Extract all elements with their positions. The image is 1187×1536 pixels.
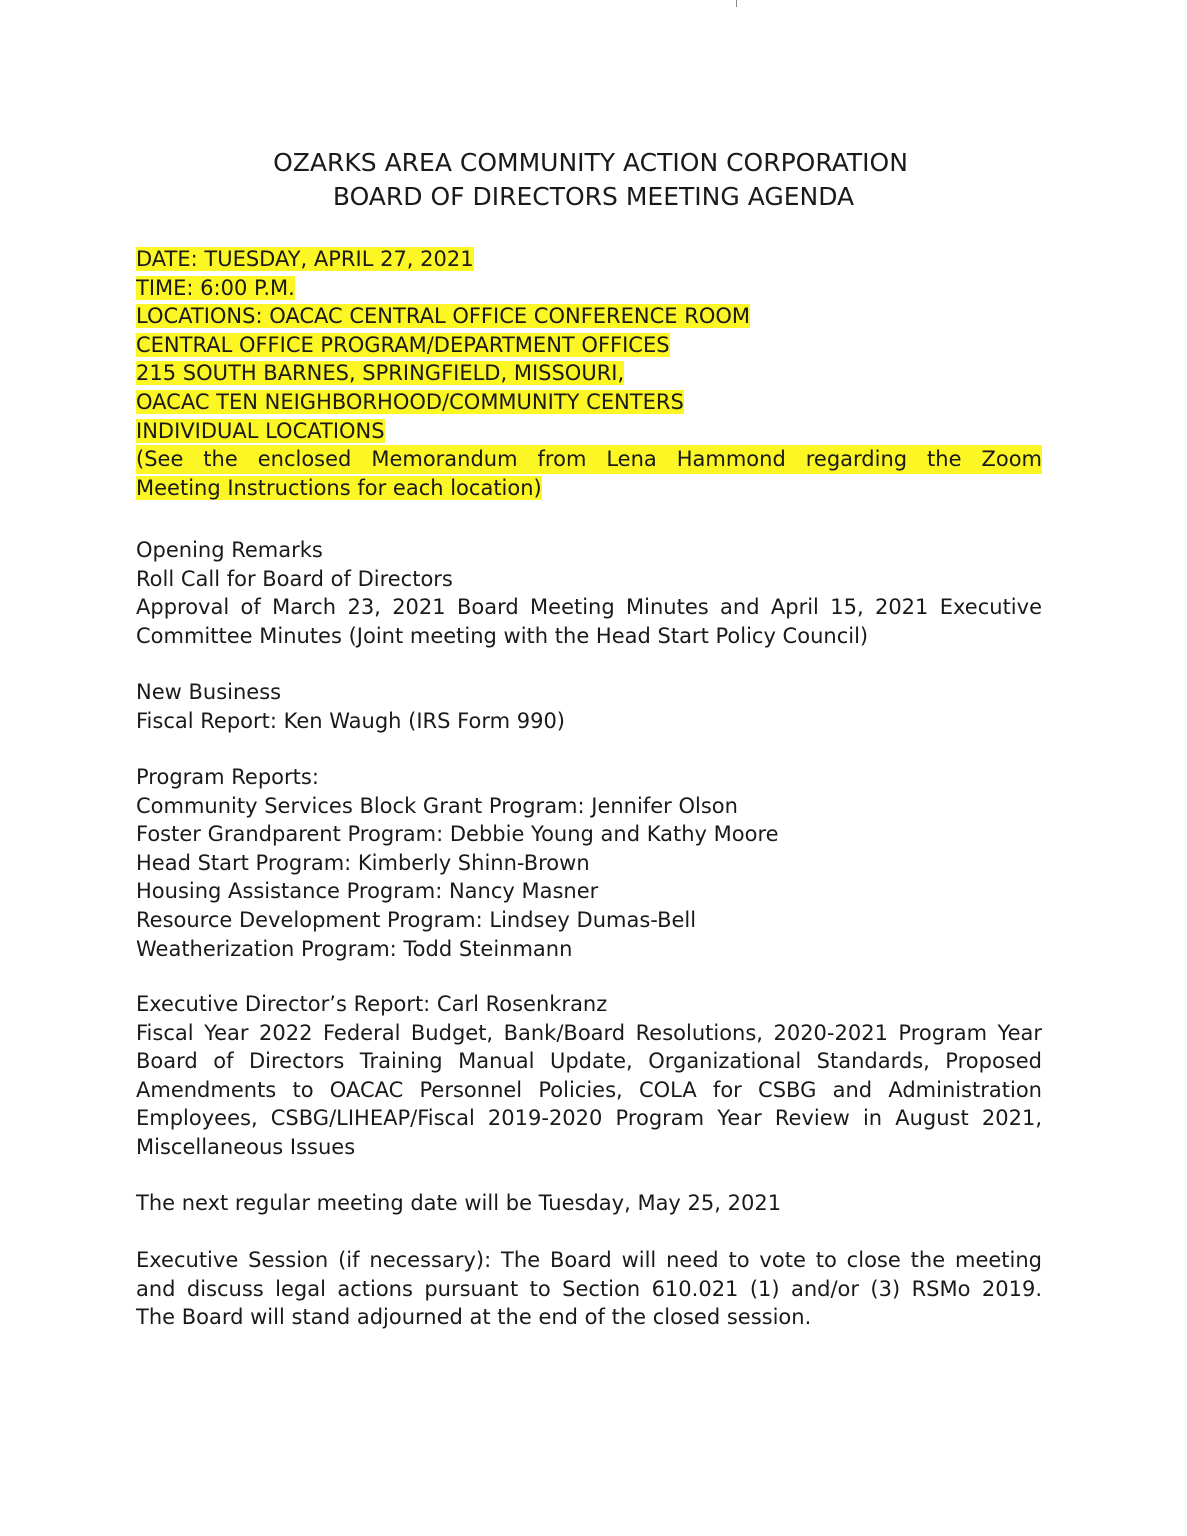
executive-report-line: Employees, CSBG/LIHEAP/Fiscal 2019-2020 Program Year Review in August 2021, [136,1106,1042,1131]
opening-section [136,536,1042,650]
new-business-section [136,678,1042,735]
scan-mark [736,0,737,7]
executive-report-line: Fiscal Year 2022 Federal Budget, Bank/Board Resolutions, 2020-2021 Program Year [136,1020,1042,1045]
approval-minutes-line-2: Committee Minutes (Joint meeting with the Head Start Policy Council) [136,623,869,648]
approval-minutes-line-1: Approval of March 23, 2021 Board Meeting Minutes and April 15, 2021 Executive [136,595,1042,620]
executive-report-heading: Executive Director’s Report: Carl Rosenkranz [136,992,608,1016]
individual-locations: INDIVIDUAL LOCATIONS [136,418,385,443]
fiscal-report: Fiscal Report: Ken Waugh (IRS Form 990) [136,708,565,733]
executive-report-line: Board of Directors Training Manual Update, Organizational Standards, Proposed [136,1049,1042,1074]
meeting-locations: LOCATIONS: OACAC CENTRAL OFFICE CONFERENCE ROOM [136,304,751,329]
program-report-item: Community Services Block Grant Program: Jennifer Olson [136,793,738,818]
program-report-item: Foster Grandparent Program: Debbie Young and Kathy Moore [136,822,779,847]
program-report-item: Weatherization Program: Todd Steinmann [136,936,573,961]
meeting-time: TIME: 6:00 P.M. [136,275,295,300]
meeting-date: DATE: TUESDAY, APRIL 27, 2021 [136,247,474,271]
executive-report-section [136,990,1042,1162]
new-business-heading: New Business [136,680,282,704]
meeting-info [136,245,1042,502]
program-report-item: Head Start Program: Kimberly Shinn-Brown [136,850,590,875]
program-reports-heading: Program Reports: [136,765,319,789]
program-report-item: Housing Assistance Program: Nancy Masner [136,879,599,904]
meeting-address: 215 SOUTH BARNES, SPRINGFIELD, MISSOURI, [136,361,625,386]
memo-note-line-2: Meeting Instructions for each location) [136,475,542,500]
document-title: BOARD OF DIRECTORS MEETING AGENDA [332,182,855,211]
executive-session-line: Executive Session (if necessary): The Board will need to vote to close the meeting [136,1248,1042,1272]
executive-session-section [136,1246,1042,1332]
program-reports-section [136,763,1042,963]
program-report-item: Resource Development Program: Lindsey Dumas-Bell [136,907,697,932]
org-name: OZARKS AREA COMMUNITY ACTION CORPORATION [273,148,908,177]
roll-call: Roll Call for Board of Directors [136,566,453,591]
community-centers: OACAC TEN NEIGHBORHOOD/COMMUNITY CENTERS [136,389,684,414]
executive-report-line: Amendments to OACAC Personnel Policies, COLA for CSBG and Administration [136,1077,1042,1102]
central-offices: CENTRAL OFFICE PROGRAM/DEPARTMENT OFFICES [136,332,670,357]
next-meeting-date: The next regular meeting date will be Tuesday, May 25, 2021 [136,1191,782,1215]
executive-report-line: Miscellaneous Issues [136,1134,356,1159]
executive-session-line: and discuss legal actions pursuant to Section 610.021 (1) and/or (3) RSMo 2019. [136,1276,1042,1301]
opening-remarks: Opening Remarks [136,538,323,562]
memo-note-line-1: (See the enclosed Memorandum from Lena Hammond regarding the Zoom [136,445,1042,474]
next-meeting-section [136,1189,1042,1218]
executive-session-line: The Board will stand adjourned at the end of the closed session. [136,1305,812,1330]
